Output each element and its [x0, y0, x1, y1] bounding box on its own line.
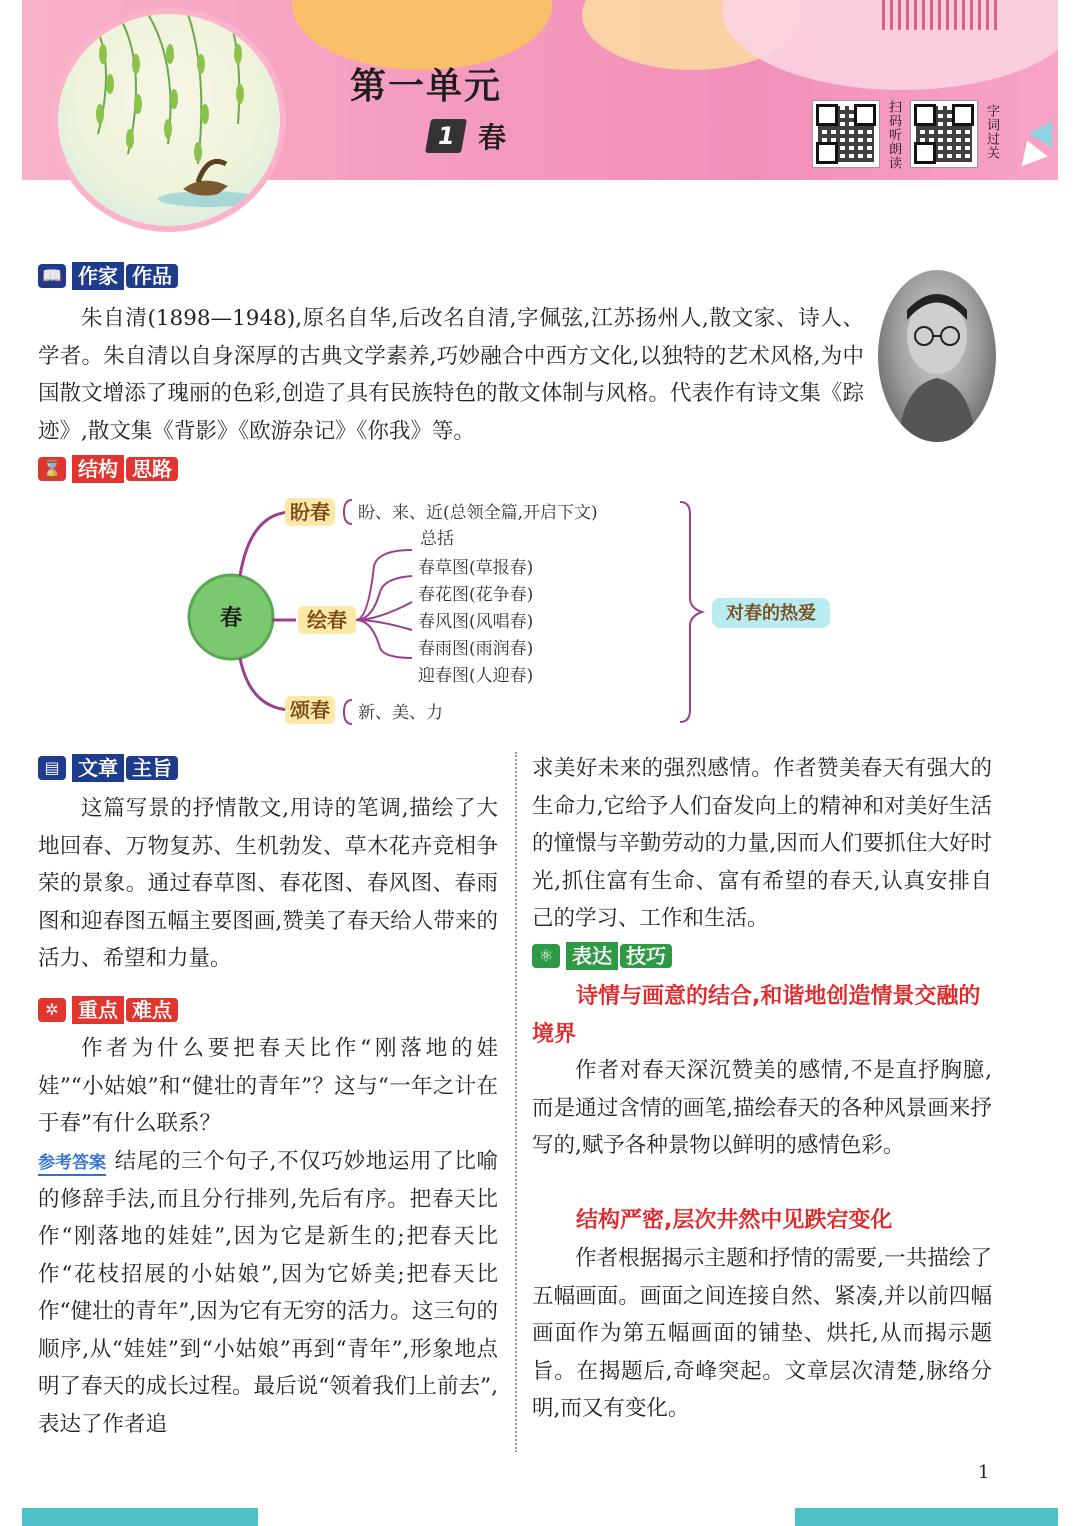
heading-part-a: 文章: [72, 754, 124, 782]
author-paragraph: 朱自清(1898—1948),原名自华,后改名自清,字佩弦,江苏扬州人,散文家、诗人、学者。朱自清以自身深厚的古典文学素养,巧妙融合中西方文化,以独特的艺术风格,为中国散文增添了瑰丽的色彩,创造了具有民族特色的散文体制与风格。代表作有诗文集《踪迹》,散文集《背影》《欧游杂记》《你我》等。: [38, 306, 864, 444]
mindmap-branch1-text: 盼、来、近(总领全篇,开启下文): [358, 503, 598, 523]
structure-heading: [38, 455, 178, 483]
hourglass-icon: ⌛: [38, 457, 66, 481]
technique-point-1-title: 诗情与画意的结合,和谐地创造情景交融的境界: [532, 984, 981, 1047]
technique-point-2-text: 作者根据揭示主题和抒情的需要,一共描绘了五幅画面。画面之间连接自然、紧凑,并以前四幅画面作为第五幅画面的铺垫、烘托,从而揭示题旨。在揭题后,奇峰突起。文章层次清楚,脉络分明,而又有变化。: [532, 1246, 992, 1421]
decor-stripes: [882, 0, 1002, 30]
keypoint-answer: 结尾的三个句子,不仅巧妙地运用了比喻的修辞手法,而且分行排列,先后有序。把春天比作“刚落地的娃娃”,因为它是新生的;把春天比作“花枝招展的小姑娘”,因为它娇美;把春天比作“健壮的青年”,因为它有无穷的活力。这三句的顺序,从“娃娃”到“小姑娘”再到“青年”,形象地点明了春天的成长过程。最后说“领着我们上前去”,表达了作者追: [38, 1149, 498, 1437]
theme-paragraph: 这篇写景的抒情散文,用诗的笔调,描绘了大地回春、万物复苏、生机勃发、草木花卉竞相争荣的景象。通过春草图、春花图、春风图、春雨图和迎春图五幅主要图画,赞美了春天给人带来的活力、希望和力量。: [38, 796, 498, 971]
portrait-icon: [878, 270, 996, 442]
qr-code-listen[interactable]: [812, 100, 880, 168]
unit-title: 第一单元: [350, 66, 503, 107]
sparkle-icon: ✲: [38, 998, 66, 1022]
atom-icon: ⚛: [532, 944, 560, 968]
answer-label: 参考答案: [38, 1152, 106, 1176]
author-heading: [38, 262, 178, 290]
book-icon: 📖: [38, 264, 66, 288]
keypoint-heading: [38, 996, 178, 1024]
lesson-title: 春: [478, 121, 507, 154]
mindmap-node-3-label: 颂春: [290, 698, 330, 722]
heading-part-b: 思路: [126, 457, 178, 481]
mindmap-node-1-label: 盼春: [290, 500, 330, 524]
keypoint-question: 作者为什么要把春天比作“刚落地的娃娃”“小姑娘”和“健壮的青年”？这与“一年之计在于春”有什么联系？: [38, 1036, 498, 1136]
author-portrait: [878, 270, 996, 442]
theme-continuation: 求美好未来的强烈感情。作者赞美春天有强大的生命力,它给予人们奋发向上的精神和对美好生活的憧憬与辛勤劳动的力量,因而人们要抓住大好时光,抓住富有生命、富有希望的春天,认真安排自己的学习、工作和生活。: [532, 756, 992, 931]
heading-part-a: 表达: [566, 942, 618, 970]
heading-part-a: 重点: [72, 996, 124, 1024]
willow-bird-icon: [58, 14, 280, 226]
page-number: 1: [978, 1462, 990, 1483]
heading-part-a: 结构: [72, 455, 124, 483]
technique-point-2-title: 结构严密,层次井然中见跌宕变化: [576, 1208, 893, 1233]
qr-label-vocab: 字词过关: [984, 104, 999, 160]
footer-bar-left: [22, 1508, 258, 1526]
keypoint-answer-block: [38, 1143, 498, 1443]
willow-illustration: [52, 8, 286, 232]
lesson-heading: [428, 116, 506, 156]
heading-part-b: 作品: [126, 264, 178, 288]
heading-part-b: 主旨: [126, 756, 178, 780]
column-divider: [515, 752, 517, 1452]
document-icon: ▤: [38, 756, 66, 780]
heading-part-b: 技巧: [620, 944, 672, 968]
mindmap-center-label: 春: [219, 606, 243, 631]
mindmap-conclusion: 对春的热爱: [726, 603, 816, 624]
technique-heading: [532, 942, 672, 970]
qr-label-listen: 扫码听朗读: [886, 100, 901, 170]
heading-part-b: 难点: [126, 998, 178, 1022]
mindmap-sub-1: 春草图(草报春): [418, 558, 534, 578]
mindmap-sub-2: 春花图(花争春): [418, 585, 534, 605]
theme-heading: [38, 754, 178, 782]
mindmap-branch3-text: 新、美、力: [358, 703, 443, 723]
mindmap-sub-3: 春风图(风唱春): [418, 612, 534, 632]
heading-part-a: 作家: [72, 262, 124, 290]
technique-point-1-text: 作者对春天深沉赞美的感情,不是直抒胸臆,而是通过含情的画笔,描绘春天的各种风景画来抒写的,赋予各种景物以鲜明的感情色彩。: [532, 1058, 992, 1158]
mindmap-sub-5: 迎春图(人迎春): [418, 666, 534, 686]
mindmap-sub-4: 春雨图(雨润春): [418, 639, 534, 659]
mindmap-sub-0: 总括: [420, 529, 454, 549]
footer-bar-right: [795, 1508, 1058, 1526]
qr-code-vocab[interactable]: [910, 100, 978, 168]
mindmap-node-2-label: 绘春: [307, 608, 347, 632]
structure-mindmap: [0, 480, 1080, 740]
lesson-number: 1: [425, 119, 467, 153]
